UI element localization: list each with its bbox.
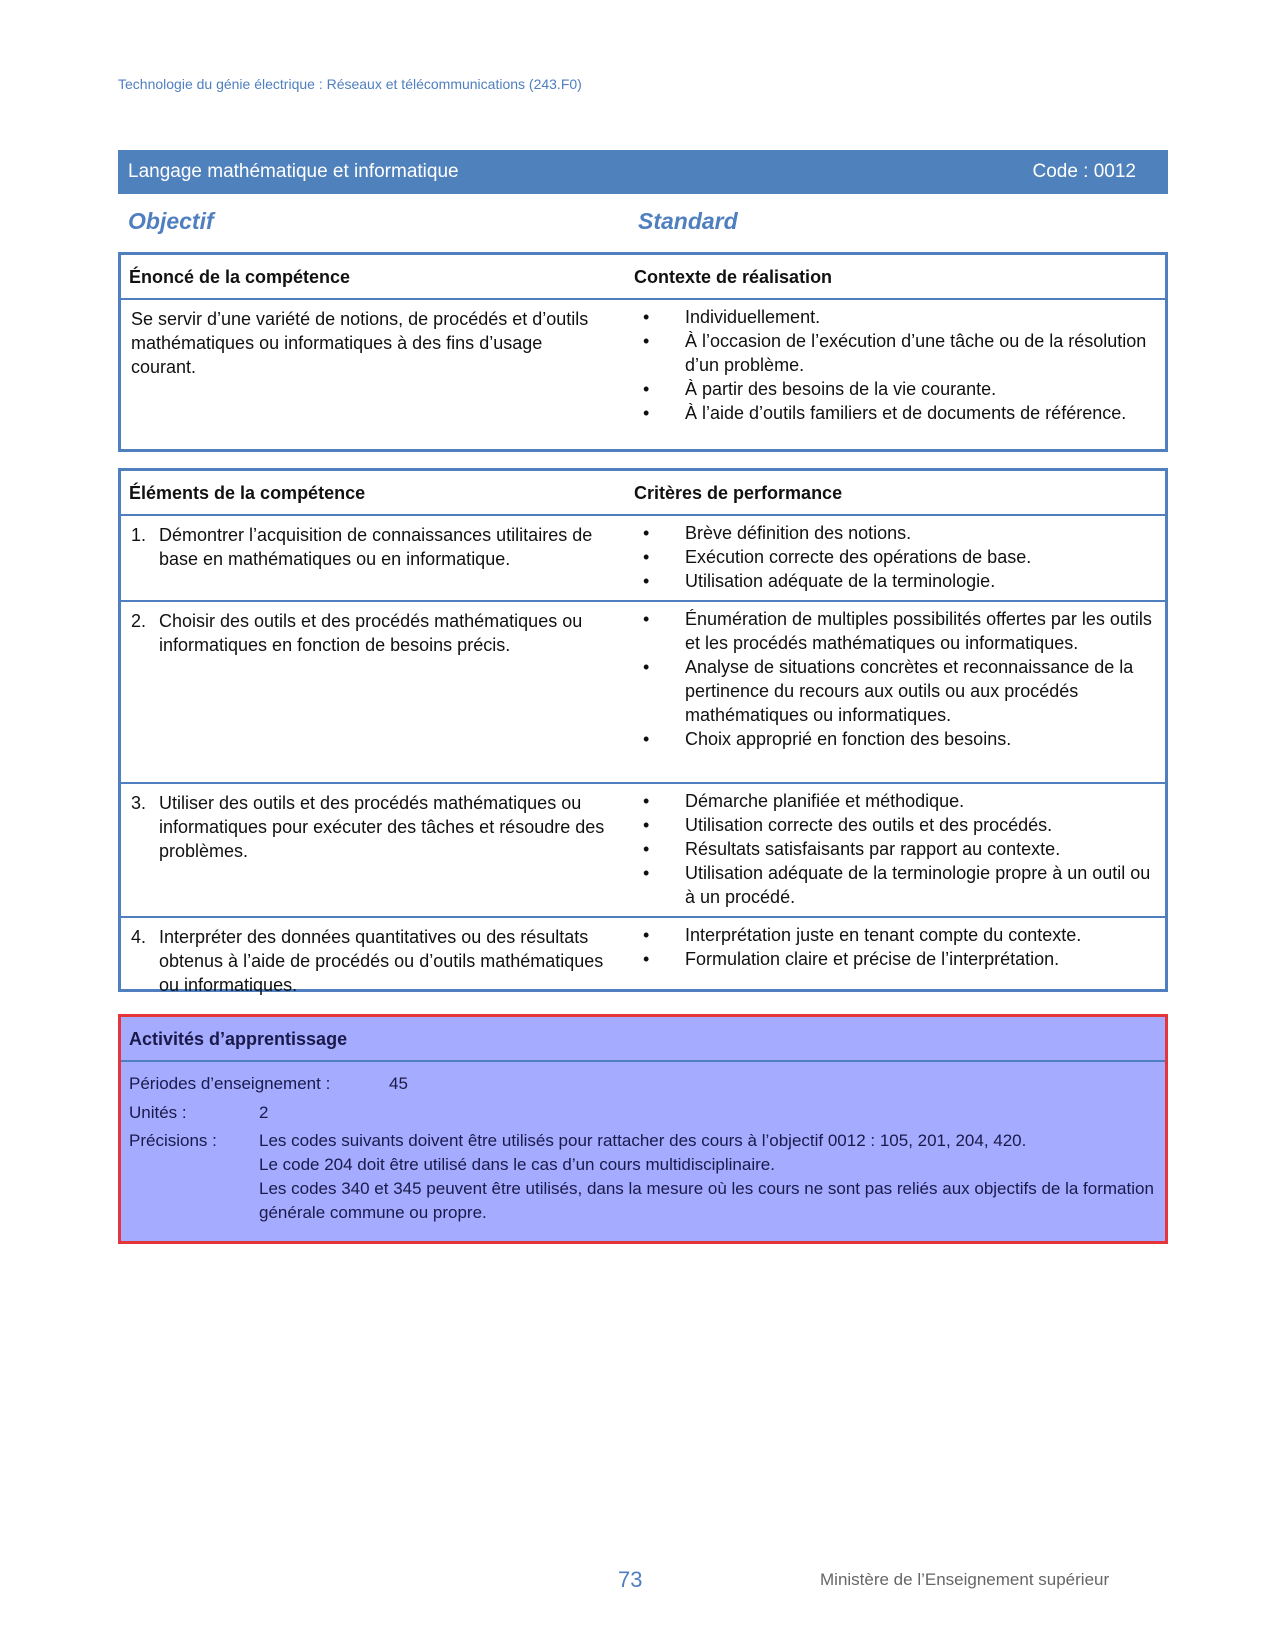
- element-text: Démontrer l’acquisition de connaissances utilitaires de base en mathématiques ou en informatique.: [159, 525, 593, 569]
- criterion-item: • Utilisation adéquate de la terminologie propre à un outil ou à un procédé.: [641, 861, 1156, 909]
- criteria-list: [641, 521, 1156, 593]
- precisions-label: Précisions :: [129, 1131, 217, 1150]
- learning-activities-box: [118, 1014, 1168, 1244]
- ministry-footer: Ministère de l’Enseignement supérieur: [820, 1570, 1110, 1589]
- context-list: [641, 305, 1156, 425]
- elements-box-header: [121, 471, 1165, 516]
- element-number: 4.: [131, 927, 147, 947]
- activities-header: [121, 1017, 1165, 1062]
- criterion-item: • Utilisation correcte des outils et des procédés.: [641, 813, 1156, 837]
- competency-code: Code : 0012: [1032, 161, 1136, 182]
- precision-item: Le code 204 doit être utilisé dans le cas d’un cours multidisciplinaire.: [259, 1155, 775, 1174]
- criterion-item: • Utilisation adéquate de la terminologie.: [641, 569, 1156, 593]
- element-number: 1.: [131, 525, 147, 545]
- element-text: Choisir des outils et des procédés mathématiques ou informatiques en fonction de besoins précis.: [159, 611, 583, 655]
- context-item: • À l’aide d’outils familiers et de documents de référence.: [641, 401, 1156, 425]
- element-row: [121, 516, 1165, 602]
- competence-box: [118, 252, 1168, 452]
- criterion-item: • Analyse de situations concrètes et reconnaissance de la pertinence du recours aux outils ou aux procédés mathématiques ou informatiques.: [641, 655, 1156, 727]
- units-value: 2: [259, 1103, 269, 1122]
- context-item: • À partir des besoins de la vie courante.: [641, 377, 1156, 401]
- criterion-item: • Énumération de multiples possibilités offertes par les outils et les procédés mathématiques ou informatiques.: [641, 607, 1156, 655]
- competency-banner: [118, 150, 1168, 194]
- criteria-list: [641, 923, 1156, 971]
- program-header: Technologie du génie électrique : Réseaux et télécommunications (243.F0): [118, 76, 582, 92]
- contexte-heading: Contexte de réalisation: [634, 267, 833, 287]
- precision-item: Les codes suivants doivent être utilisés pour rattacher des cours à l’objectif 0012 : 105, 201, 204, 420.: [259, 1131, 1027, 1150]
- element-row: [121, 784, 1165, 918]
- criteria-list: [641, 607, 1156, 751]
- enonce-heading: Énoncé de la compétence: [129, 267, 351, 287]
- periods-value: 45: [389, 1074, 408, 1093]
- context-item: • À l’occasion de l’exécution d’une tâche ou de la résolution d’un problème.: [641, 329, 1156, 377]
- criterion-item: • Formulation claire et précise de l’interprétation.: [641, 947, 1156, 971]
- periods-label: Périodes d’enseignement :: [129, 1074, 331, 1093]
- element-text: Utiliser des outils et des procédés mathématiques ou informatiques pour exécuter des tâches et résoudre des problèmes.: [159, 793, 605, 861]
- competence-statement: Se servir d’une variété de notions, de procédés et d’outils mathématiques ou informatiques à des fins d’usage courant.: [131, 309, 589, 377]
- element-number: 3.: [131, 793, 147, 813]
- precision-item: Les codes 340 et 345 peuvent être utilisés, dans la mesure où les cours ne sont pas reliés aux objectifs de la formation générale commune ou propre.: [259, 1179, 1154, 1222]
- criteres-heading: Critères de performance: [634, 483, 843, 503]
- criteria-list: [641, 789, 1156, 909]
- criterion-item: • Interprétation juste en tenant compte du contexte.: [641, 923, 1156, 947]
- page-number: 73: [618, 1567, 643, 1592]
- precisions-list: [259, 1129, 1159, 1225]
- competence-box-header: [121, 255, 1165, 300]
- criterion-item: • Démarche planifiée et méthodique.: [641, 789, 1156, 813]
- element-row: [121, 918, 1165, 996]
- element-number: 2.: [131, 611, 147, 631]
- element-text: Interpréter des données quantitatives ou des résultats obtenus à l’aide de procédés ou d’outils mathématiques ou informatiques.: [159, 927, 604, 995]
- units-label: Unités :: [129, 1103, 187, 1122]
- elements-box: [118, 468, 1168, 995]
- criterion-item: • Brève définition des notions.: [641, 521, 1156, 545]
- competency-title: Langage mathématique et informatique: [128, 161, 459, 182]
- elements-heading: Éléments de la compétence: [129, 483, 366, 503]
- standard-heading: Standard: [638, 208, 738, 234]
- objectif-heading: Objectif: [128, 208, 214, 234]
- activities-title: Activités d’apprentissage: [129, 1029, 348, 1049]
- criterion-item: • Exécution correcte des opérations de base.: [641, 545, 1156, 569]
- criterion-item: • Résultats satisfaisants par rapport au contexte.: [641, 837, 1156, 861]
- competence-row: [121, 300, 1165, 450]
- criterion-item: • Choix approprié en fonction des besoins.: [641, 727, 1156, 751]
- element-row: [121, 602, 1165, 784]
- context-item: • Individuellement.: [641, 305, 1156, 329]
